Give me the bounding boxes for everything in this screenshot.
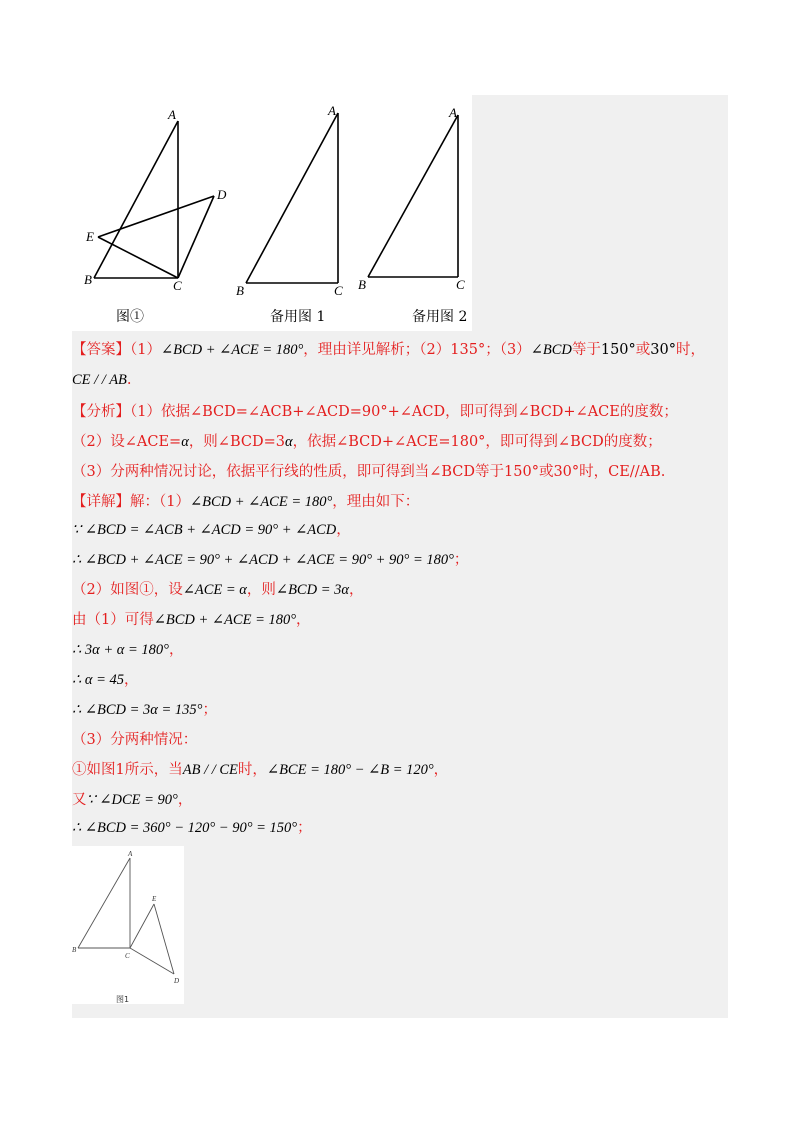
spare-figure-2-diagram (368, 115, 458, 277)
answer-tag: 【答案】 (72, 342, 130, 358)
figure-1-bottom (72, 846, 184, 1004)
point-label-c: C (173, 278, 182, 293)
figure-1-bottom-caption: 图1 (116, 995, 130, 1004)
detail-line-9: （3）分两种情况： (72, 732, 198, 748)
figure-1-caption: 图① (116, 309, 144, 325)
bottom-point-e: E (152, 895, 157, 903)
detail-line-3: ∴ ∠BCD + ∠ACE = 90° + ∠ACD + ∠ACE = 90° + 90° = 180°； (72, 552, 469, 568)
spare2-point-a: A (449, 105, 457, 120)
detail-line-1: 【详解】解：（1）∠BCD + ∠ACE = 180°，理由如下： (72, 494, 420, 510)
analysis-line-1: 【分析】（1）依据∠BCD=∠ACB+∠ACD=90°+∠ACD，即可得到∠BCD+∠ACE的度数； (72, 404, 678, 420)
spare2-point-c: C (456, 277, 465, 292)
point-label-b: B (84, 272, 92, 287)
spare1-point-a: A (328, 103, 336, 118)
detail-line-11: 又∵ ∠DCE = 90°， (72, 792, 193, 808)
bottom-point-c: C (125, 952, 130, 960)
spare2-point-b: B (358, 277, 366, 292)
analysis-line-3: （3）分两种情况讨论，依据平行线的性质，即可得到当∠BCD等于150°或30°时，CE//AB. (72, 464, 666, 480)
detail-line-12: ∴ ∠BCD = 360° − 120° − 90° = 150°； (72, 820, 312, 836)
figure-strip-top (72, 95, 472, 331)
bottom-point-b: B (72, 946, 77, 954)
bottom-point-d: D (174, 977, 180, 985)
point-label-a: A (168, 107, 176, 122)
detail-line-6: ∴ 3α + α = 180°， (72, 642, 184, 658)
point-label-e: E (86, 229, 94, 244)
detail-line-2: ∵ ∠BCD = ∠ACB + ∠ACD = 90° + ∠ACD， (72, 522, 351, 538)
spare-figure-1-diagram (246, 113, 338, 283)
figure-1-diagram (94, 121, 214, 278)
analysis-tag: 【分析】 (72, 404, 130, 420)
answer-line-2: CE / / AB. (72, 372, 132, 388)
detail-line-4: （2）如图①，设∠ACE = α，则∠BCD = 3α， (72, 582, 364, 598)
analysis-line-2: （2）设∠ACE=α，则∠BCD=3α，依据∠BCD+∠ACE=180°，即可得到∠BCD的度数； (72, 434, 662, 450)
answer-line-1: 【答案】（1）∠BCD + ∠ACE = 180°，理由详见解析；（2）135°；（3）∠BCD等于150°或30°时， (72, 342, 705, 358)
detail-line-8: ∴ ∠BCD = 3α = 135°； (72, 702, 217, 718)
point-label-d: D (217, 187, 227, 202)
detail-line-7: ∴ α = 45， (72, 672, 139, 688)
spare-figure-1-caption: 备用图 1 (270, 309, 326, 325)
figure-1-bottom-diagram (72, 846, 184, 1004)
triangle-figures (72, 95, 472, 331)
bottom-point-a: A (128, 850, 133, 858)
detail-line-10: ①如图1所示，当AB / / CE时，∠BCE = 180° − ∠B = 120°， (72, 762, 449, 778)
spare-figure-2-caption: 备用图 2 (412, 309, 468, 325)
detail-tag: 【详解】 (72, 494, 130, 510)
spare1-point-c: C (334, 283, 343, 298)
detail-line-5: 由（1）可得∠BCD + ∠ACE = 180°， (72, 612, 311, 628)
spare1-point-b: B (236, 283, 244, 298)
